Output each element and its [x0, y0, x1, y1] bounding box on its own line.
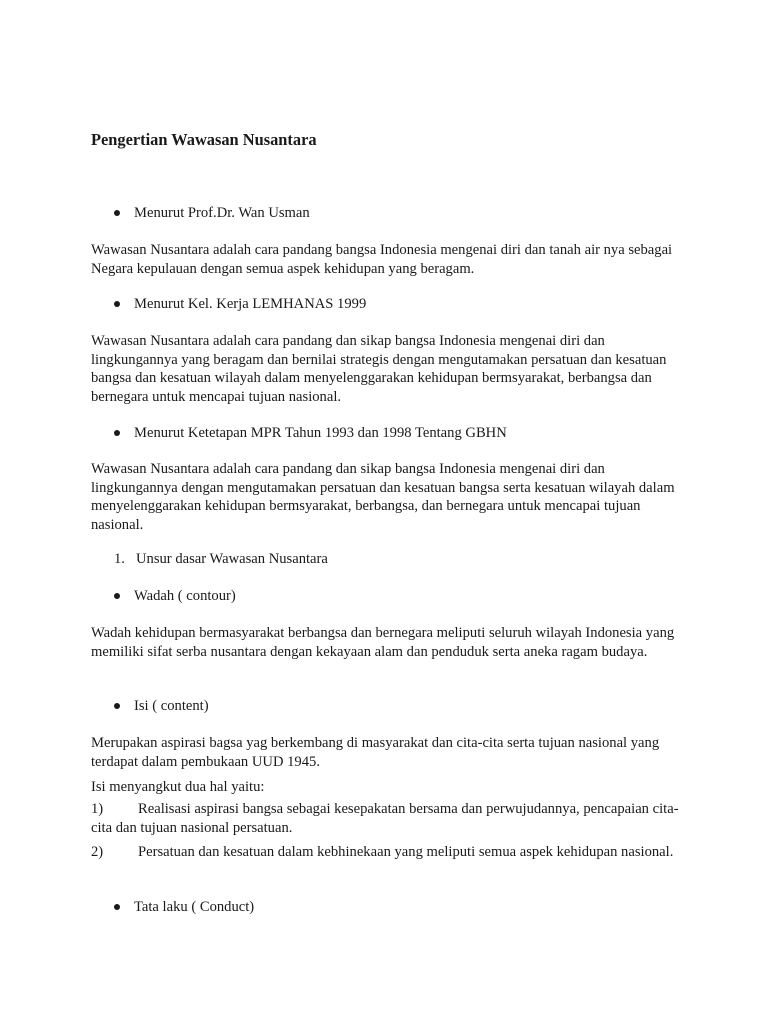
list-item-text: Persatuan dan kesatuan dalam kebhinekaan yang meliputi semua aspek kehidupan nasional.: [138, 844, 674, 860]
bullet-isi: [114, 697, 209, 716]
bullet-mpr: [114, 424, 507, 443]
bullet-wadah: [114, 587, 236, 606]
paragraph-wadah: Wadah kehidupan bermasyarakat berbangsa dan bernegara meliputi seluruh wilayah Indonesia yang memiliki sifat serba nusantara dengan kekayaan alam dan penduduk serta aneka ragam budaya.: [91, 625, 675, 660]
list-number: 1.: [114, 551, 125, 567]
bullet-text: Wadah ( contour): [134, 588, 236, 604]
bullet-text: Menurut Ketetapan MPR Tahun 1993 dan 1998 Tentang GBHN: [134, 425, 507, 441]
bullet-dot-icon: [114, 593, 120, 599]
paragraph-isi: Merupakan aspirasi bagsa yag berkembang di masyarakat dan cita-cita serta tujuan nasional yang terdapat dalam pembukaan UUD 1945.: [91, 735, 660, 770]
numbered-heading-unsur-dasar: [114, 550, 328, 569]
bullet-text: Tata laku ( Conduct): [134, 899, 255, 915]
numbered-heading-text: Unsur dasar Wawasan Nusantara: [136, 551, 328, 567]
list-item-1: [91, 800, 691, 837]
list-item-2: [91, 843, 691, 862]
paragraph-definition-1: Wawasan Nusantara adalah cara pandang bangsa Indonesia mengenai diri dan tanah air nya sebagai Negara kepulauan dengan semua aspek kehidupan yang beragam.: [91, 242, 673, 277]
document-title: Pengertian Wawasan Nusantara: [91, 130, 317, 149]
list-item-number: 2): [91, 844, 104, 860]
bullet-dot-icon: [114, 703, 120, 709]
list-item-number: 1): [91, 801, 104, 817]
bullet-tata-laku: [114, 898, 254, 917]
bullet-dot-icon: [114, 904, 120, 910]
bullet-wan-usman: [114, 204, 310, 223]
bullet-lemhanas: [114, 295, 366, 314]
bullet-dot-icon: [114, 210, 120, 216]
paragraph-isi-menyangkut: Isi menyangkut dua hal yaitu:: [91, 779, 265, 795]
paragraph-definition-2: Wawasan Nusantara adalah cara pandang dan sikap bangsa Indonesia mengenai diri dan lingkungannya yang beragam dan bernilai strategis dengan mengutamakan persatuan dan kesatuan bangsa dan kesatuan wilayah dalam menyelenggarakan kehidupan bermsyarakat, berbangsa dan bernegara untuk mencapai tujuan nasional.: [91, 333, 667, 405]
bullet-text: Isi ( content): [134, 698, 209, 714]
bullet-text: Menurut Kel. Kerja LEMHANAS 1999: [134, 296, 367, 312]
bullet-text: Menurut Prof.Dr. Wan Usman: [134, 205, 310, 221]
list-item-text: Realisasi aspirasi bangsa sebagai kesepakatan bersama dan perwujudannya, pencapaian cita-cita dan tujuan nasional persatuan.: [91, 801, 679, 836]
bullet-dot-icon: [114, 301, 120, 307]
bullet-dot-icon: [114, 430, 120, 436]
paragraph-definition-3: Wawasan Nusantara adalah cara pandang dan sikap bangsa Indonesia mengenai diri dan lingkungannya dengan mengutamakan persatuan dan kesatuan bangsa serta kesatuan wilayah dalam menyelenggarakan kehidupan bermsyarakat, berbangsa, dan bernegara untuk mencapai tujuan nasional.: [91, 461, 675, 533]
